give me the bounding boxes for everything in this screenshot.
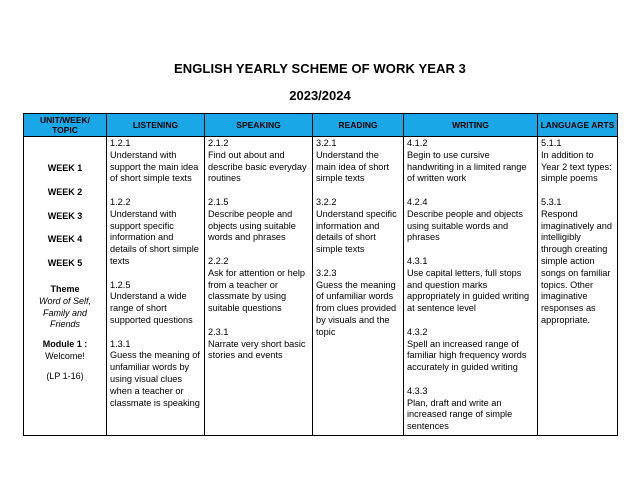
listening-cell [107, 137, 205, 436]
unit-cell [24, 137, 107, 436]
standard-item [407, 197, 534, 244]
week-label: WEEK 1 [47, 163, 83, 173]
document-year: 2023/2024 [289, 88, 351, 103]
writing-cell [404, 137, 538, 436]
standard-code: 1.2.2 [110, 196, 131, 207]
standard-item [541, 138, 614, 185]
week-label: WEEK 3 [47, 210, 83, 221]
table-row [24, 137, 618, 436]
standard-item [407, 256, 534, 315]
header-speaking: SPEAKING [205, 114, 313, 137]
week-label: WEEK 5 [47, 258, 83, 269]
standard-item [110, 197, 201, 268]
header-unit-week-topic: UNIT/WEEK/ TOPIC [24, 114, 107, 137]
standard-code: 4.3.1 [407, 255, 428, 266]
language-arts-cell [538, 137, 618, 436]
standard-code: 4.2.4 [407, 196, 428, 207]
standard-code: 4.3.3 [407, 385, 428, 396]
standard-text: Narrate very short basic stories and events [208, 338, 306, 361]
lesson-plan-range: (LP 1-16) [46, 370, 84, 381]
standard-item [316, 268, 400, 339]
module-label: Module 1 : [42, 339, 88, 350]
standard-code: 5.1.1 [541, 138, 562, 148]
standard-item [407, 386, 534, 433]
standard-text: Understand with support the main idea of short simple texts [110, 149, 199, 184]
standard-item [316, 138, 400, 185]
table-header-row [24, 114, 618, 137]
standard-text: Guess the meaning of unfamiliar words from clues provided by visuals and the topic [316, 279, 397, 337]
standard-text: Understand specific information and details of short simple texts [316, 208, 397, 255]
standard-code: 3.2.2 [316, 196, 337, 207]
standard-text: Understand a wide range of short supported questions [110, 291, 193, 325]
standard-item [208, 138, 309, 185]
standard-code: 1.2.5 [110, 279, 131, 290]
header-reading: READING [313, 114, 404, 137]
standard-code: 4.1.2 [407, 138, 428, 148]
standard-text: Describe people and objects using suitable words and phrases [407, 208, 523, 243]
standard-text: Ask for attention or help from a teacher or classmate by using suitable questions [208, 267, 306, 314]
standard-text: Begin to use cursive handwriting in a limited range of written work [407, 149, 527, 184]
standard-text: Guess the meaning of unfamiliar words by using visual clues when a teacher or classmate is speaking [110, 350, 200, 408]
standard-text: Understand with support specific information and details of short simple texts [110, 208, 199, 266]
standard-item [110, 138, 201, 185]
week-label: WEEK 2 [47, 186, 83, 197]
standard-text: In addition to Year 2 text types: simple poems [541, 149, 612, 184]
standard-code: 3.2.3 [316, 267, 337, 278]
standard-item [316, 197, 400, 256]
standard-item [541, 197, 614, 327]
header-language-arts: LANGUAGE ARTS [538, 114, 618, 137]
standard-text: Find out about and describe basic everyday routines [208, 149, 307, 184]
theme-label: Theme [50, 283, 80, 294]
standard-item [407, 138, 534, 185]
week-label: WEEK 4 [47, 234, 83, 245]
standard-code: 2.1.2 [208, 138, 229, 148]
standard-text: Respond imaginatively and intelligibly through creating simple action songs on familiar topics. Other imaginative responses as appropriate. [541, 208, 612, 325]
standard-item [110, 339, 201, 410]
document-title: ENGLISH YEARLY SCHEME OF WORK YEAR 3 [173, 61, 467, 76]
module-text: Welcome! [45, 350, 85, 361]
standard-text: Understand the main idea of short simple texts [316, 149, 390, 184]
standard-code: 2.2.2 [208, 255, 229, 266]
header-listening: LISTENING [107, 114, 205, 137]
standard-item [208, 327, 309, 362]
standard-item [208, 197, 309, 244]
standard-text: Plan, draft and write an increased range of simple sentences [407, 397, 513, 432]
scheme-of-work-table [23, 113, 618, 436]
standard-text: Describe people and objects using suitable words and phrases [208, 208, 296, 243]
header-writing: WRITING [404, 114, 538, 137]
standard-code: 2.3.1 [208, 326, 229, 337]
standard-code: 2.1.5 [208, 196, 229, 207]
standard-code: 5.3.1 [541, 196, 562, 207]
reading-cell [313, 137, 404, 436]
standard-text: Use capital letters, full stops and question marks appropriately in guided writing at sentence level [407, 267, 530, 314]
standard-code: 3.2.1 [316, 138, 337, 148]
standard-code: 1.2.1 [110, 138, 131, 148]
speaking-cell [205, 137, 313, 436]
standard-item [110, 280, 201, 327]
standard-code: 4.3.2 [407, 326, 428, 337]
theme-text: Word of Self, Family and Friends [38, 295, 92, 330]
standard-item [208, 256, 309, 315]
standard-code: 1.3.1 [110, 338, 131, 349]
standard-item [407, 327, 534, 374]
standard-text: Spell an increased range of familiar high frequency words accurately in guided writing [407, 338, 527, 373]
